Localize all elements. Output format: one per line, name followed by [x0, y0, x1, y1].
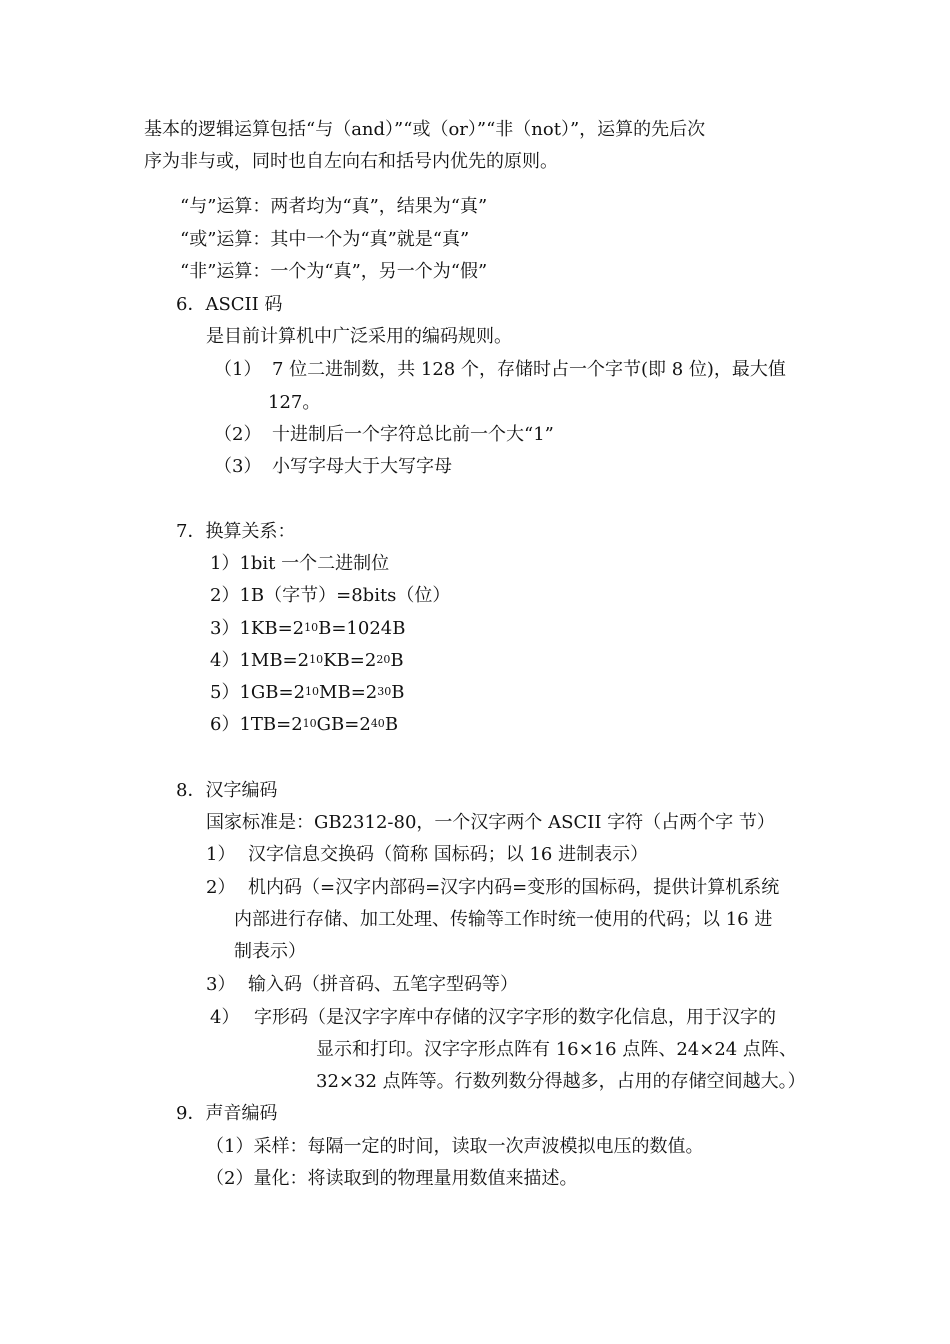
section-6-desc: 是目前计算机中广泛采用的编码规则。: [206, 326, 512, 347]
section-6-heading: 6．ASCII 码: [176, 294, 283, 315]
s6-item-2-text: 十进制后一个字符总比前一个大“1”: [272, 424, 554, 445]
conversion-row-6: $6)1TB=2^{10}GB=2^{40}B$: [210, 714, 399, 735]
s8-item-2-num: 2）: [206, 877, 236, 898]
not-rule: “非”运算：一个为“真”，另一个为“假”: [180, 261, 488, 282]
s8-item-2-cont-2: 制表示）: [234, 941, 306, 962]
section-9-heading: 9．声音编码: [176, 1103, 278, 1124]
section-8-heading: 8．汉字编码: [176, 780, 278, 801]
intro-line-1: 基本的逻辑运算包括“与（and）”“或（or）”“非（not）”，运算的先后次: [144, 119, 706, 140]
s6-item-1-num: （1）: [214, 359, 262, 380]
s8-item-4-text: 字形码（是汉字字库中存储的汉字字形的数字化信息，用于汉字的: [254, 1007, 776, 1028]
s6-item-3-num: （3）: [214, 456, 262, 477]
or-rule: “或”运算：其中一个为“真”就是“真”: [180, 229, 470, 250]
s8-item-1-text: 汉字信息交换码（简称 国标码；以 16 进制表示）: [248, 844, 649, 865]
s8-item-4-num: 4）: [210, 1007, 240, 1028]
s8-item-3-num: 3）: [206, 974, 236, 995]
conversion-row-4: $4)1MB=2^{10}KB=2^{20}B$: [210, 650, 404, 671]
intro-line-2: 序为非与或，同时也自左向右和括号内优先的原则。: [144, 151, 558, 172]
section-8-desc: 国家标准是：GB2312-80，一个汉字两个 ASCII 字符（占两个字 节）: [206, 812, 775, 833]
s8-item-1-num: 1）: [206, 844, 236, 865]
s8-item-3-text: 输入码（拼音码、五笔字型码等）: [248, 974, 518, 995]
s8-item-4-cont-2: 32×32 点阵等。行数列数分得越多，占用的存储空间越大。）: [316, 1071, 806, 1092]
s8-item-2-text: 机内码（=汉字内部码=汉字内码=变形的国标码，提供计算机系统: [248, 877, 780, 898]
s6-item-1-cont: 127。: [268, 392, 321, 413]
s6-item-3-text: 小写字母大于大写字母: [272, 456, 452, 477]
section-7-heading: 7．换算关系：: [176, 521, 296, 542]
s9-item-2: （2）量化：将读取到的物理量用数值来描述。: [206, 1168, 578, 1189]
and-rule: “与”运算：两者均为“真”，结果为“真”: [180, 196, 488, 217]
s9-item-1: （1）采样：每隔一定的时间，读取一次声波模拟电压的数值。: [206, 1136, 704, 1157]
s8-item-4-cont-1: 显示和打印。汉字字形点阵有 16×16 点阵、24×24 点阵、: [316, 1039, 797, 1060]
s8-item-2-cont-1: 内部进行存储、加工处理、传输等工作时统一使用的代码；以 16 进: [234, 909, 773, 930]
s6-item-1-text: 7 位二进制数，共 128 个，存储时占一个字节(即 8 位)，最大值: [272, 359, 786, 380]
conversion-row-1: 1）1bit 一个二进制位: [210, 553, 390, 574]
conversion-row-2: 2）1B（字节）=8bits（位）: [210, 585, 451, 606]
conversion-row-3: $3)1KB=2^{10}B=1024B$: [210, 618, 406, 639]
conversion-row-5: $5)1GB=2^{10}MB=2^{30}B$: [210, 682, 405, 703]
s6-item-2-num: （2）: [214, 424, 262, 445]
